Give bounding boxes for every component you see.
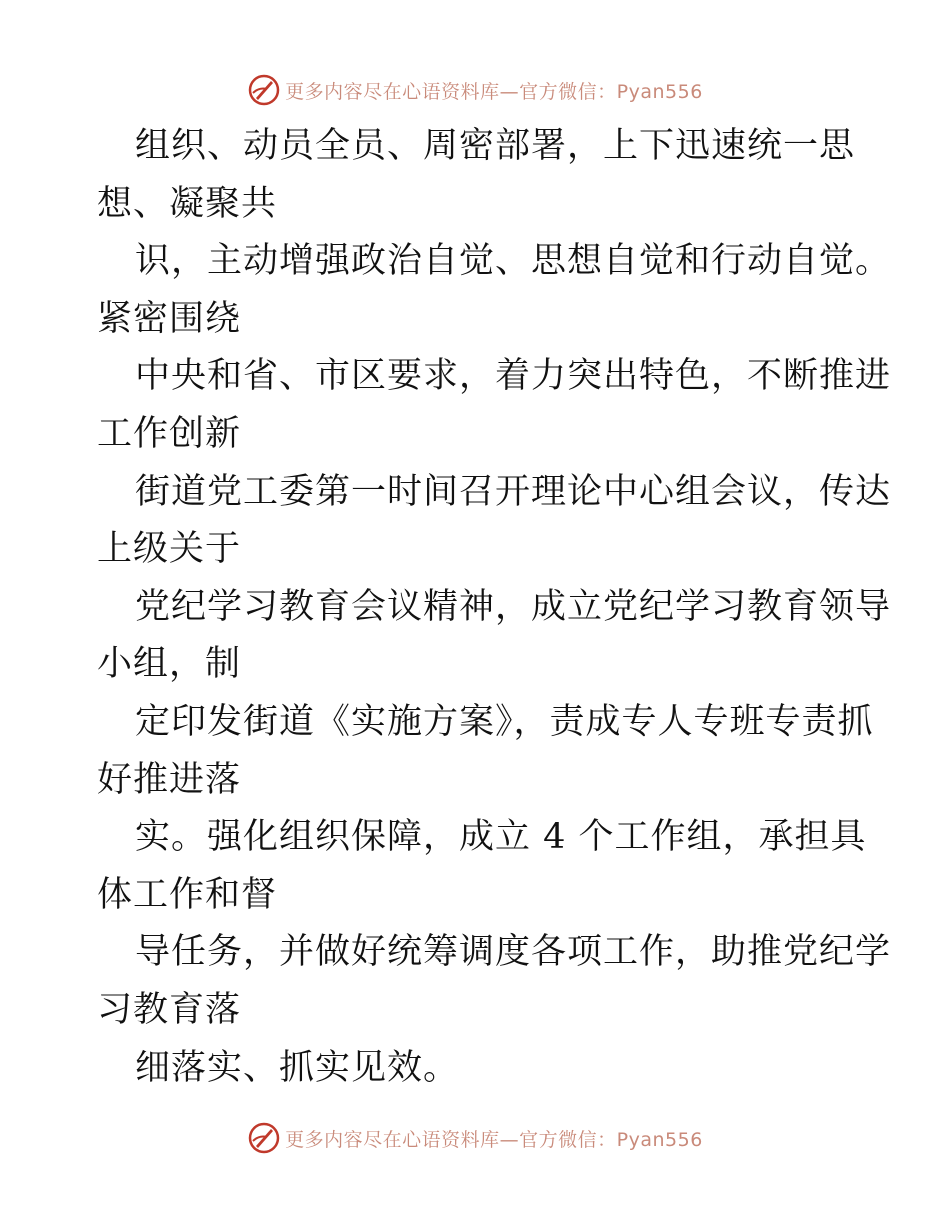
text-line: 识，主动增强政治自觉、思想自觉和行动自觉。 (135, 241, 892, 282)
text-line: 导任务，并做好统筹调度各项工作，助推党纪学 (135, 932, 892, 973)
text-line: 小组，制 (97, 644, 242, 685)
text-line: 体工作和督 (97, 874, 278, 915)
text-line: 上级关于 (97, 529, 242, 570)
header-banner (0, 70, 950, 110)
text-line: 紧密围绕 (97, 298, 242, 339)
text-line: 党纪学习教育会议精神，成立党纪学习教育领导 (135, 586, 892, 627)
footer-banner-text: 更多内容尽在心语资料库—官方微信：Pyan556 (285, 1128, 703, 1151)
text-line: 中央和省、市区要求，着力突出特色，不断推进 (135, 356, 892, 397)
quill-pen-logo-icon (247, 1121, 281, 1155)
text-line: 细落实、抓实见效。 (135, 1047, 460, 1088)
header-banner-text: 更多内容尽在心语资料库—官方微信：Pyan556 (285, 80, 703, 103)
text-line: 好推进落 (97, 759, 242, 800)
quill-pen-logo-icon (247, 73, 281, 107)
text-line: 习教育落 (97, 989, 242, 1030)
footer-banner (0, 1118, 950, 1158)
text-line: 组织、动员全员、周密部署，上下迅速统一思 (135, 126, 856, 166)
text-line: 定印发街道《实施方案》，责成专人专班专责抓 (135, 701, 874, 742)
text-line: 想、凝聚共 (97, 183, 278, 224)
text-line: 街道党工委第一时间召开理论中心组会议，传达 (135, 471, 892, 512)
text-line: 实。强化组织保障，成立 4 个工作组，承担具 (135, 817, 867, 858)
text-line: 工作创新 (97, 413, 242, 454)
document-body (97, 118, 892, 1097)
